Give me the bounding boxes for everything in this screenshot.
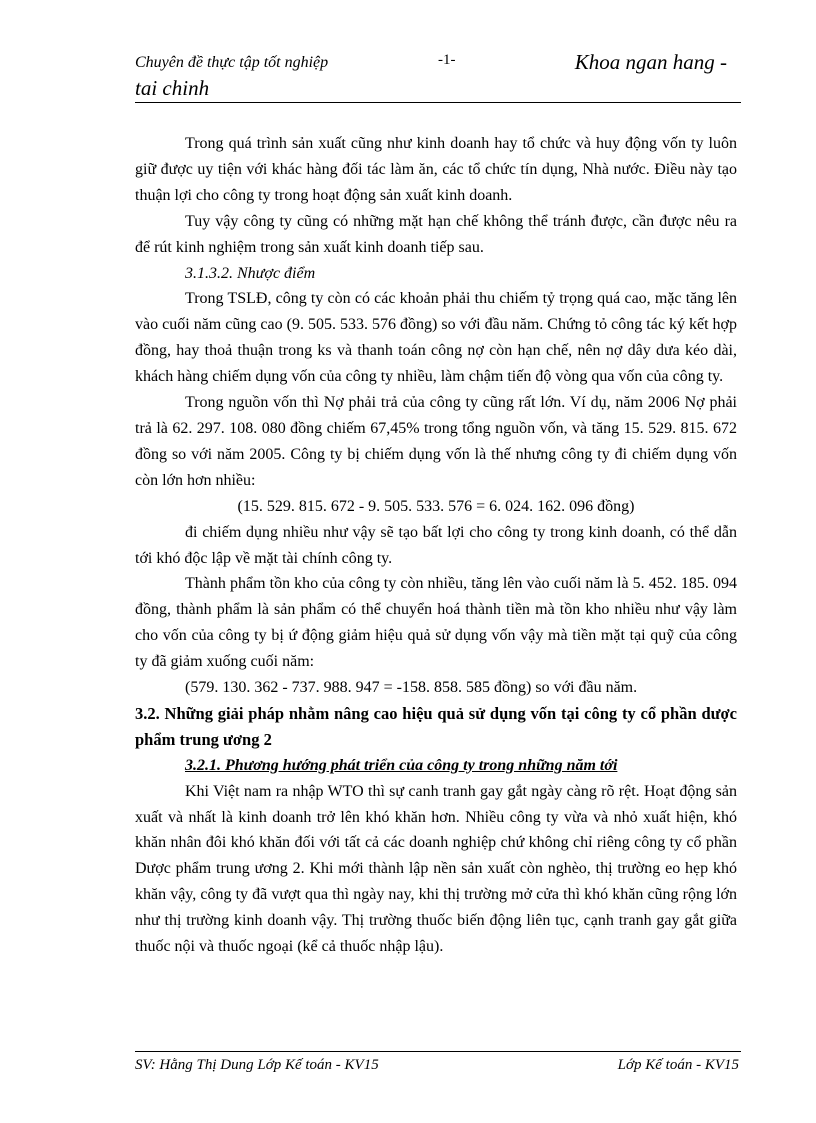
page-number: -1- xyxy=(438,52,456,68)
paragraph: đi chiếm dụng nhiều như vậy sẽ tạo bất lợi cho công ty trong kinh doanh, có thể dẫn tới khó độc lập về mặt tài chính công ty. xyxy=(135,523,737,567)
paragraph: Tuy vậy công ty cũng có những mặt hạn chế không thể tránh được, cần được nêu ra để rút kinh nghiệm trong sản xuất kinh doanh tiếp sau. xyxy=(135,212,737,256)
footer-class: Lớp Kế toán - KV15 xyxy=(617,1057,739,1073)
page-footer xyxy=(135,1051,741,1073)
document-body xyxy=(135,131,737,960)
header-title: Chuyên đề thực tập tốt nghiệp xyxy=(135,54,329,71)
paragraph: Khi Việt nam ra nhập WTO thì sự canh tranh gay gắt ngày càng rõ rệt. Hoạt động sản xuất và nhất là kinh doanh trở lên khó khăn hơn. Nhiều công ty vừa và nhỏ xuất hiện, khó khăn nhân đôi khó khăn đối với tất cả các doanh nghiệp chứ không chỉ riêng công ty cổ phần Dược phẩm trung ương 2. Khi mới thành lập nền sản xuất còn nghèo, thị trường eo hẹp khó khăn vậy, công ty đã vượt qua thì ngày nay, khi thị trường mở cửa thì khó khăn cũng rộng lớn như thị trường kinh doanh vậy. Thị trường thuốc biến động liên tục, cạnh tranh gay gắt giữa thuốc nội và thuốc ngoại (kể cả thuốc nhập lậu). xyxy=(135,782,737,956)
formula: (15. 529. 815. 672 - 9. 505. 533. 576 = 6. 024. 162. 096 đồng) xyxy=(237,497,635,515)
subsection-title: 3.1.3.2. Nhược điểm xyxy=(185,264,316,282)
paragraph: Thành phẩm tồn kho của công ty còn nhiều, tăng lên vào cuối năm là 5. 452. 185. 094 đồng, thành phẩm là sản phẩm có thể chuyển hoá thành tiền mà tồn kho nhiều như vậy làm cho vốn của công ty bị ứ động giảm hiệu quả sử dụng vốn vậy mà tiền mặt tại quỹ của công ty đã giảm xuống cuối năm: xyxy=(135,575,737,671)
paragraph: Trong quá trình sản xuất cũng như kinh doanh hay tổ chức và huy động vốn ty luôn giữ được uy tiện với khác hàng đối tác làm ăn, các tổ chức tín dụng, Nhà nước. Điều này tạo thuận lợi cho công ty trong hoạt động sản xuất kinh doanh. xyxy=(135,135,737,204)
paragraph: Trong nguồn vốn thì Nợ phải trả của công ty cũng rất lớn. Ví dụ, năm 2006 Nợ phải trả là 62. 297. 108. 080 đồng chiếm 67,45% trong tổng nguồn vốn, và tăng 15. 529. 815. 672 đồng so với năm 2005. Công ty bị chiếm dụng vốn là thế nhưng công ty đi chiếm dụng vốn còn lớn hơn nhiều: xyxy=(135,394,737,489)
footer-student: SV: Hằng Thị Dung Lớp Kế toán - KV15 xyxy=(135,1057,379,1073)
subsection-heading: 3.2.1. Phương hướng phát triển của công ty trong những năm tới xyxy=(185,756,618,774)
paragraph: Trong TSLĐ, công ty còn có các khoản phải thu chiếm tỷ trọng quá cao, mặc tăng lên vào cuối năm cũng cao (9. 505. 533. 576 đồng) so với đầu năm. Chứng tỏ công tác ký kết hợp đồng, hay thoả thuận trong ks và thanh toán công nợ còn hạn chế, nên nợ dây dưa kéo dài, khách hàng chiếm dụng vốn của công ty nhiều, làm chậm tiến độ vòng qua vốn của công ty. xyxy=(135,290,737,386)
page-header xyxy=(135,48,741,103)
section-heading: 3.2. Những giải pháp nhằm nâng cao hiệu quả sử dụng vốn tại công ty cổ phần dược phẩm trung ương 2 xyxy=(135,703,737,749)
header-department-cont: tai chinh xyxy=(135,76,210,100)
header-department: Khoa ngan hang - xyxy=(574,50,727,74)
formula: (579. 130. 362 - 737. 988. 947 = -158. 858. 585 đồng) so với đầu năm. xyxy=(185,679,638,697)
